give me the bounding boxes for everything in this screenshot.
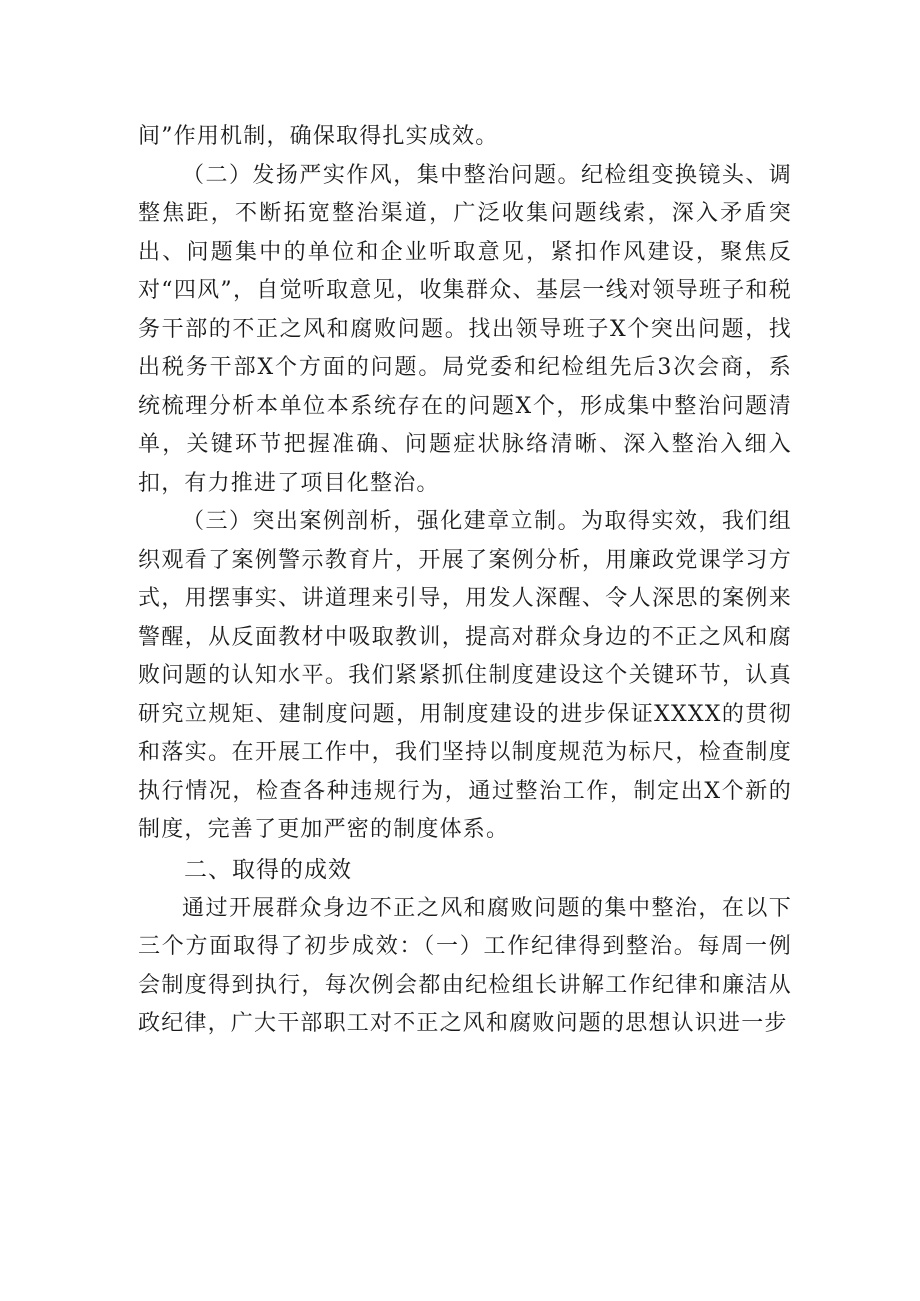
paragraph-continuation: 间”作用机制，确保取得扎实成效。 [138, 124, 499, 149]
section-heading-results: 二、取得的成效 [184, 856, 352, 883]
paragraph-results-intro: 通过开展群众身边不正之风和腐败问题的集中整治，在以下三个方面取得了初步成效：（一）工作纪律得到整治。每周一例会制度得到执行，每次例会都由纪检组长讲解工作纪律和廉洁从政纪律，广大干部职工对不正之风和腐败问题的思想认识进一步 [138, 895, 792, 1036]
paragraph-section-three: （三）突出案例剖析，强化建章立制。为取得实效，我们组织观看了案例警示教育片，开展了案例分析，用廉政党课学习方式，用摆事实、讲道理来引导，用发人深醒、令人深思的案例来警醒，从反面教材中吸取教训，提高对群众身边的不正之风和腐败问题的认知水平。我们紧紧抓住制度建设这个关键环节，认真研究立规矩、建制度问题，用制度建设的进步保证XXXX的贯彻和落实。在开展工作中，我们坚持以制度规范为标尺，检查制度执行情况，检查各种违规行为，通过整治工作，制定出X个新的制度，完善了更加严密的制度体系。 [138, 509, 792, 842]
paragraph-section-two: （二）发扬严实作风，集中整治问题。纪检组变换镜头、调整焦距，不断拓宽整治渠道，广泛收集问题线索，深入矛盾突出、问题集中的单位和企业听取意见，紧扣作风建设，聚焦反对“四风”，自觉听取意见，收集群众、基层一线对领导班子和税务干部的不正之风和腐败问题。找出领导班子X个突出问题，找出税务干部X个方面的问题。局党委和纪检组先后3次会商，系统梳理分析本单位本系统存在的问题X个，形成集中整治问题清单，关键环节把握准确、问题症状脉络清晰、深入整治入细入扣，有力推进了项目化整治。 [138, 162, 792, 496]
